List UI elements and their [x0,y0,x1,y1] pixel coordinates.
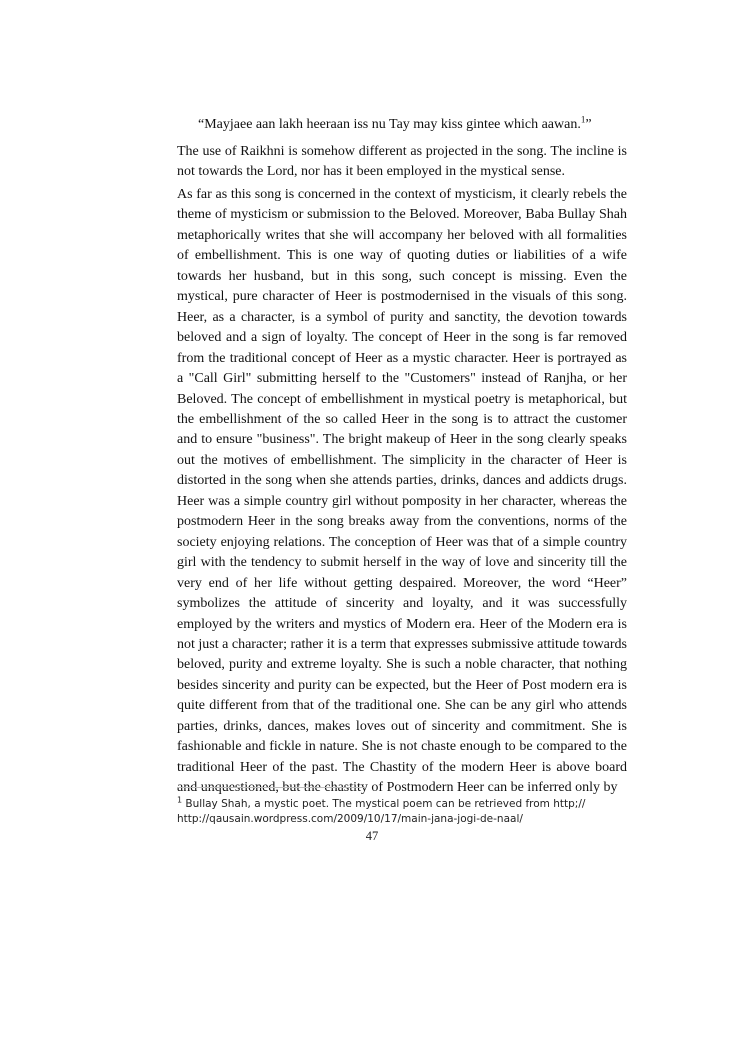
quote-closing-mark: ” [585,117,592,132]
footnote-reference[interactable]: 1 [580,114,586,125]
footnote-separator [177,787,367,788]
quote-text: “Mayjaee aan lakh heeraan iss nu Tay may kiss gintee which aawan. [198,117,581,132]
footnote [177,797,637,827]
page-number: 47 [365,829,379,843]
footnote-number: 1 [177,795,183,805]
block-quote [198,116,638,134]
paragraph-raikhni: The use of Raikhni is somehow different as projected in the song. The incline is not towards the Lord, nor has it been employed in the mystical sense. [177,144,627,180]
footnote-text: Bullay Shah, a mystic poet. The mystical poem can be retrieved from http;// http://qausain.wordpress.com/2009/10/17/main-jana-jogi-de-naal/ [177,798,586,825]
paragraph-mysticism: As far as this song is concerned in the context of mysticism, it clearly rebels the theme of mysticism or submission to the Beloved. Moreover, Baba Bullay Shah metaphorically writes that she will accompany her beloved with all formalities of embellishment. This is one way of quoting duties or liabilities of a wife towards her husband, but in this song, such concept is missing. Even the mystical, pure character of Heer is postmodernised in the visuals of this song. Heer, as a character, is a symbol of purity and sanctity, the devotion towards beloved and a sign of loyalty. The concept of Heer in the song is far removed from the traditional concept of Heer as a mystic character. Heer is portrayed as a "Call Girl" submitting herself to the "Customers" instead of Ranjha, or her Beloved. The concept of embellishment in mystical poetry is metaphorical, but the embellishment of the so called Heer in the song is to attract the customer and to ensure "business". The bright makeup of Heer in the song clearly speaks out the motives of embellishment. The simplicity in the character of Heer is distorted in the song when she attends parties, drinks, dances and addicts drugs. Heer was a simple country girl without pomposity in her character, whereas the postmodern Heer in the song breaks away from the conventions, norms of the society enjoying relations. The conception of Heer was that of a simple country girl with the tendency to submit herself in the way of love and sincerity till the very end of her life without getting despaired. Moreover, the word “Heer” symbolizes the attitude of sincerity and loyalty, and it was successfully employed by the writers and mystics of Modern era. Heer of the Modern era is not just a character; rather it is a term that expresses submissive attitude towards beloved, purity and extreme loyalty. She is such a noble character, that nothing besides sincerity and purity can be expected, but the Heer of Post modern era is quite different from that of the traditional one. She can be any girl who attends parties, drinks, dances, makes loves out of sincerity and commitment. She is fashionable and fickle in nature. She is not chaste enough to be compared to the traditional Heer of the past. The Chastity of the modern Heer is above board and unquestioned, but the chastity of Postmodern Heer can be inferred only by [177,187,627,796]
